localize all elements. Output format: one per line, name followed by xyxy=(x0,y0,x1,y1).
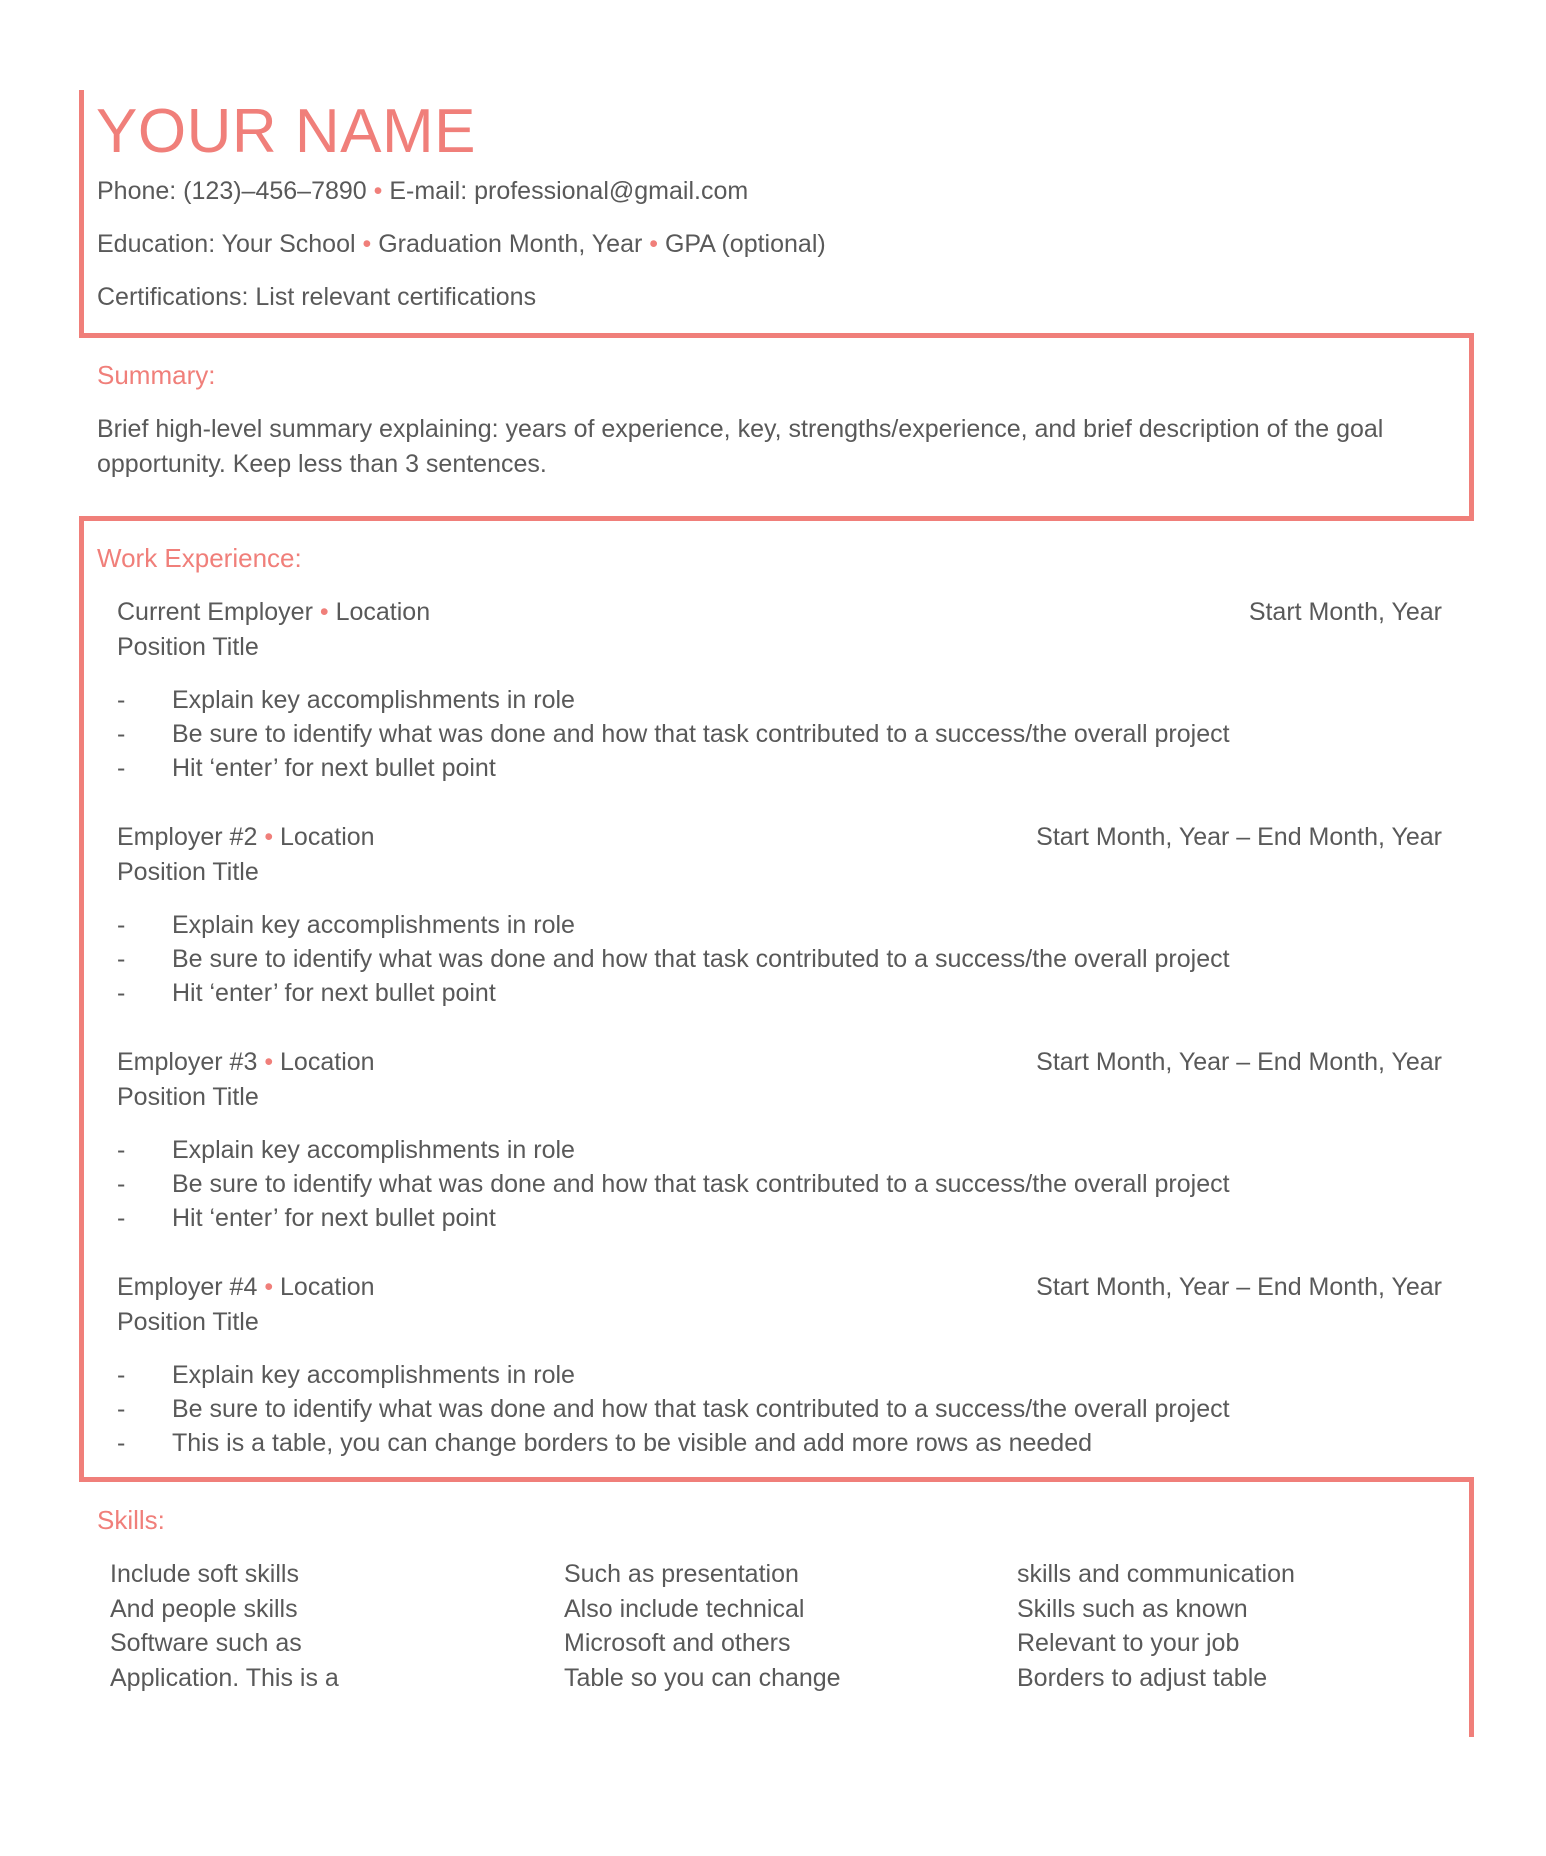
bullet-text: Be sure to identify what was done and how that task contributed to a success/the overall project xyxy=(172,1170,1230,1198)
dash-marker: - xyxy=(117,1204,126,1232)
education-school: Education: Your School xyxy=(97,230,356,258)
dash-marker: - xyxy=(117,720,126,748)
job-bullet-list xyxy=(117,908,1230,1010)
job-location: Location xyxy=(280,823,375,851)
separator-dot: • xyxy=(264,1273,274,1301)
dash-marker: - xyxy=(117,1361,126,1389)
bullet-text: Be sure to identify what was done and how that task contributed to a success/the overall project xyxy=(172,720,1230,748)
bullet-text: Explain key accomplishments in role xyxy=(172,1136,575,1164)
job-location: Location xyxy=(280,1048,375,1076)
skills-column-2 xyxy=(564,1557,841,1695)
job-employer-line xyxy=(117,820,375,854)
separator-dot: • xyxy=(373,177,383,205)
dash-marker: - xyxy=(117,686,126,714)
separator-dot: • xyxy=(264,823,274,851)
frame-work-left-border xyxy=(79,516,84,1481)
job-position-title: Position Title xyxy=(117,1083,259,1111)
skill-item: Relevant to your job xyxy=(1017,1629,1240,1657)
bullet-text: Explain key accomplishments in role xyxy=(172,1361,575,1389)
list-item xyxy=(117,683,1230,717)
skill-item: skills and communication xyxy=(1017,1560,1295,1588)
job-employer-line xyxy=(117,595,430,629)
separator-dot: • xyxy=(362,230,372,258)
dash-marker: - xyxy=(117,1136,126,1164)
phone-text: Phone: (123)–456–7890 xyxy=(97,177,367,205)
job-location: Location xyxy=(280,1273,375,1301)
list-item xyxy=(117,1133,1230,1167)
dash-marker: - xyxy=(117,754,126,782)
separator-dot: • xyxy=(264,1048,274,1076)
bullet-text: Explain key accomplishments in role xyxy=(172,911,575,939)
bullet-text: Explain key accomplishments in role xyxy=(172,686,575,714)
frame-header-left-border xyxy=(79,90,84,336)
job-dates: Start Month, Year – End Month, Year xyxy=(1036,1048,1442,1076)
skill-item: Table so you can change xyxy=(564,1663,841,1692)
list-item xyxy=(117,717,1230,751)
skill-item: Microsoft and others xyxy=(564,1629,791,1657)
contact-line xyxy=(97,175,748,207)
list-item xyxy=(117,1358,1230,1392)
job-position-title: Position Title xyxy=(117,1308,259,1336)
bullet-text: Hit ‘enter’ for next bullet point xyxy=(172,979,496,1007)
bullet-text: Be sure to identify what was done and how that task contributed to a success/the overall project xyxy=(172,1395,1230,1423)
list-item xyxy=(117,1426,1230,1460)
skills-column-1 xyxy=(110,1557,339,1695)
email-text: E-mail: professional@gmail.com xyxy=(389,177,749,205)
dash-marker: - xyxy=(117,1429,126,1457)
education-gpa: GPA (optional) xyxy=(664,230,826,258)
skill-item: And people skills xyxy=(110,1594,298,1623)
list-item xyxy=(117,908,1230,942)
dash-marker: - xyxy=(117,979,126,1007)
certifications-line: Certifications: List relevant certifications xyxy=(97,283,537,311)
summary-heading: Summary: xyxy=(97,360,216,390)
education-graduation: Graduation Month, Year xyxy=(378,230,643,258)
list-item xyxy=(117,1167,1230,1201)
job-position-title: Position Title xyxy=(117,858,259,886)
job-employer: Current Employer xyxy=(117,598,313,626)
job-dates: Start Month, Year xyxy=(1248,598,1442,626)
job-position-title: Position Title xyxy=(117,633,259,661)
job-dates: Start Month, Year – End Month, Year xyxy=(1036,1273,1442,1301)
job-dates: Start Month, Year – End Month, Year xyxy=(1036,823,1442,851)
dash-marker: - xyxy=(117,1170,126,1198)
list-item xyxy=(117,1201,1230,1235)
job-employer-line xyxy=(117,1045,375,1079)
job-bullet-list xyxy=(117,1358,1230,1460)
frame-summary-right-border xyxy=(1469,333,1474,520)
bullet-text: Be sure to identify what was done and how that task contributed to a success/the overall project xyxy=(172,945,1230,973)
skill-item: Such as presentation xyxy=(564,1560,799,1588)
list-item xyxy=(117,976,1230,1010)
bullet-text: Hit ‘enter’ for next bullet point xyxy=(172,1204,496,1232)
summary-text: Brief high-level summary explaining: years of experience, key, strengths/experience, and brief description of the goal opportunity. Keep less than 3 sentences. xyxy=(97,415,1384,478)
bullet-text: Hit ‘enter’ for next bullet point xyxy=(172,754,496,782)
job-employer: Employer #3 xyxy=(117,1048,258,1076)
job-bullet-list xyxy=(117,1133,1230,1235)
frame-summary-bottom-border xyxy=(79,516,1474,521)
education-line xyxy=(97,228,826,260)
dash-marker: - xyxy=(117,1395,126,1423)
job-employer-line xyxy=(117,1270,375,1304)
job-employer: Employer #4 xyxy=(117,1273,258,1301)
list-item xyxy=(117,751,1230,785)
skill-item: Include soft skills xyxy=(110,1560,299,1588)
job-employer: Employer #2 xyxy=(117,823,258,851)
skill-item: Software such as xyxy=(110,1629,302,1657)
frame-header-bottom-border xyxy=(79,333,1473,338)
job-bullet-list xyxy=(117,683,1230,785)
skill-item: Borders to adjust table xyxy=(1017,1663,1268,1692)
skills-column-3 xyxy=(1017,1557,1295,1695)
list-item xyxy=(117,1392,1230,1426)
skills-heading: Skills: xyxy=(97,1505,165,1535)
separator-dot: • xyxy=(649,230,659,258)
skill-item: Application. This is a xyxy=(110,1663,339,1692)
separator-dot: • xyxy=(319,598,329,626)
skill-item: Skills such as known xyxy=(1017,1594,1248,1623)
skill-item: Also include technical xyxy=(564,1594,805,1623)
frame-skills-right-border xyxy=(1469,1477,1474,1737)
bullet-text: This is a table, you can change borders to be visible and add more rows as needed xyxy=(172,1429,1092,1457)
dash-marker: - xyxy=(117,945,126,973)
work-experience-heading: Work Experience: xyxy=(97,543,302,573)
job-location: Location xyxy=(335,598,431,626)
list-item xyxy=(117,942,1230,976)
dash-marker: - xyxy=(117,911,126,939)
resume-name: YOUR NAME xyxy=(96,97,476,166)
frame-work-bottom-border xyxy=(79,1477,1474,1482)
